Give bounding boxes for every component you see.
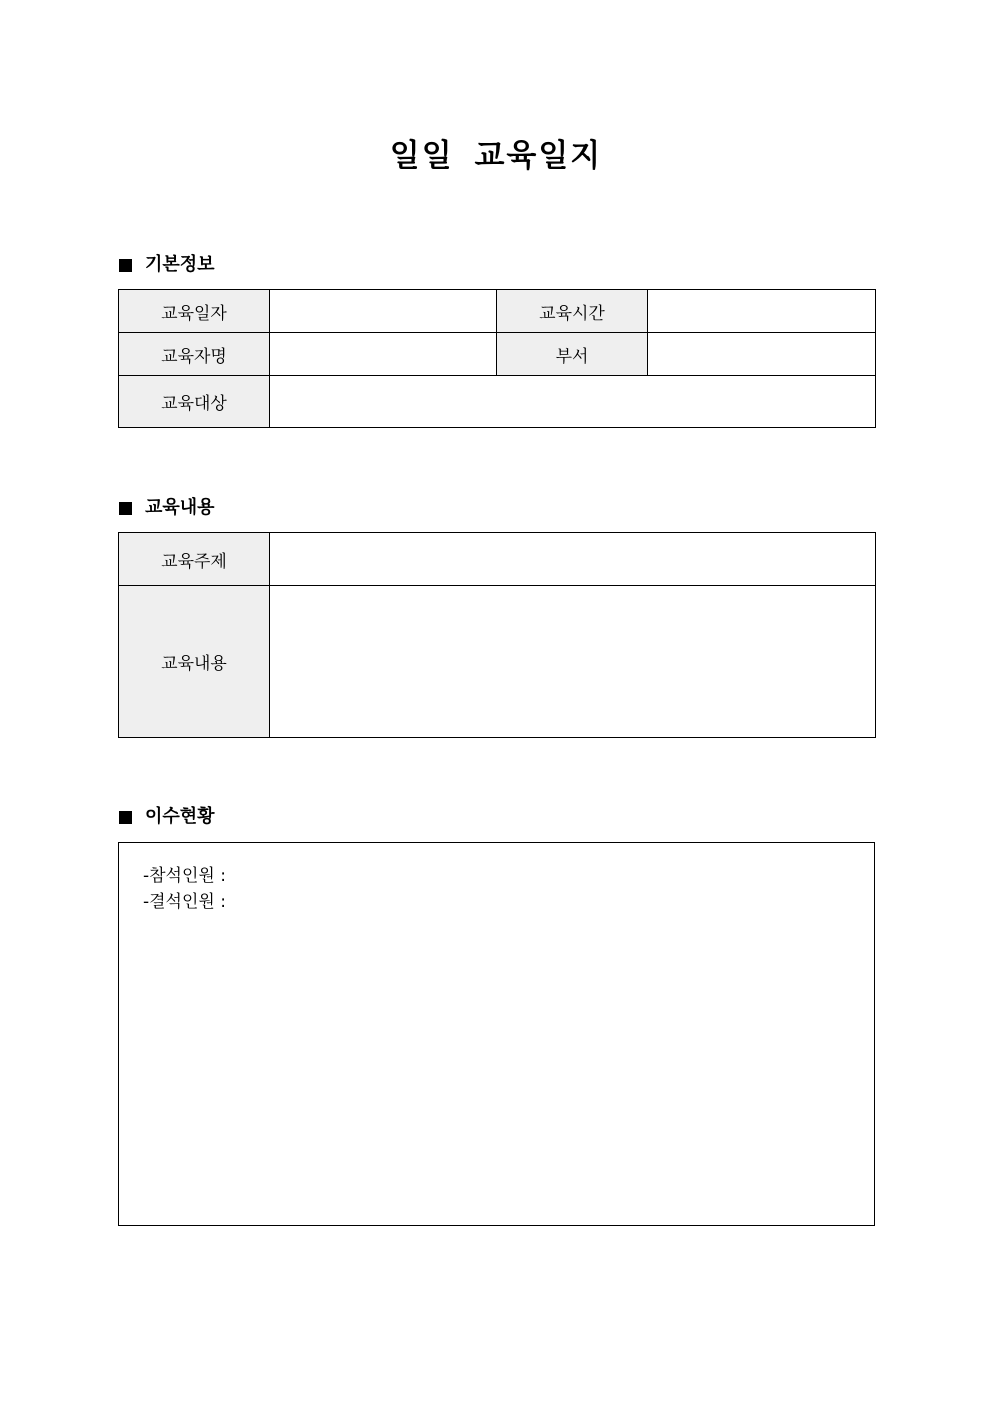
section-heading-completion [119,805,215,829]
table-row [119,333,876,376]
target-field[interactable] [270,376,876,428]
time-field[interactable] [648,290,876,333]
detail-field[interactable] [270,586,876,738]
table-row [119,586,876,738]
black-square-icon [119,811,132,824]
table-row [119,376,876,428]
table-row [119,290,876,333]
attended-count-label: -참석인원 : [143,866,226,886]
topic-field[interactable] [270,533,876,586]
topic-label: 교육주제 [119,533,270,586]
date-field[interactable] [270,290,497,333]
section-heading-label: 교육내용 [145,497,215,518]
target-label: 교육대상 [119,376,270,428]
educator-name-field[interactable] [270,333,497,376]
black-square-icon [119,502,132,515]
section-heading-content [119,496,215,520]
date-label: 교육일자 [119,290,270,333]
page-title: 일일 교육일지 [389,138,603,174]
detail-label: 교육내용 [119,586,270,738]
department-label: 부서 [497,333,648,376]
absent-count-label: -결석인원 : [143,892,226,912]
basic-info-table [118,289,876,428]
table-row [119,533,876,586]
section-heading-label: 기본정보 [145,254,215,275]
content-table [118,532,876,738]
completion-box[interactable] [118,842,875,1226]
department-field[interactable] [648,333,876,376]
section-heading-label: 이수현황 [145,806,215,827]
section-heading-basic-info [119,253,215,277]
time-label: 교육시간 [497,290,648,333]
educator-name-label: 교육자명 [119,333,270,376]
black-square-icon [119,259,132,272]
